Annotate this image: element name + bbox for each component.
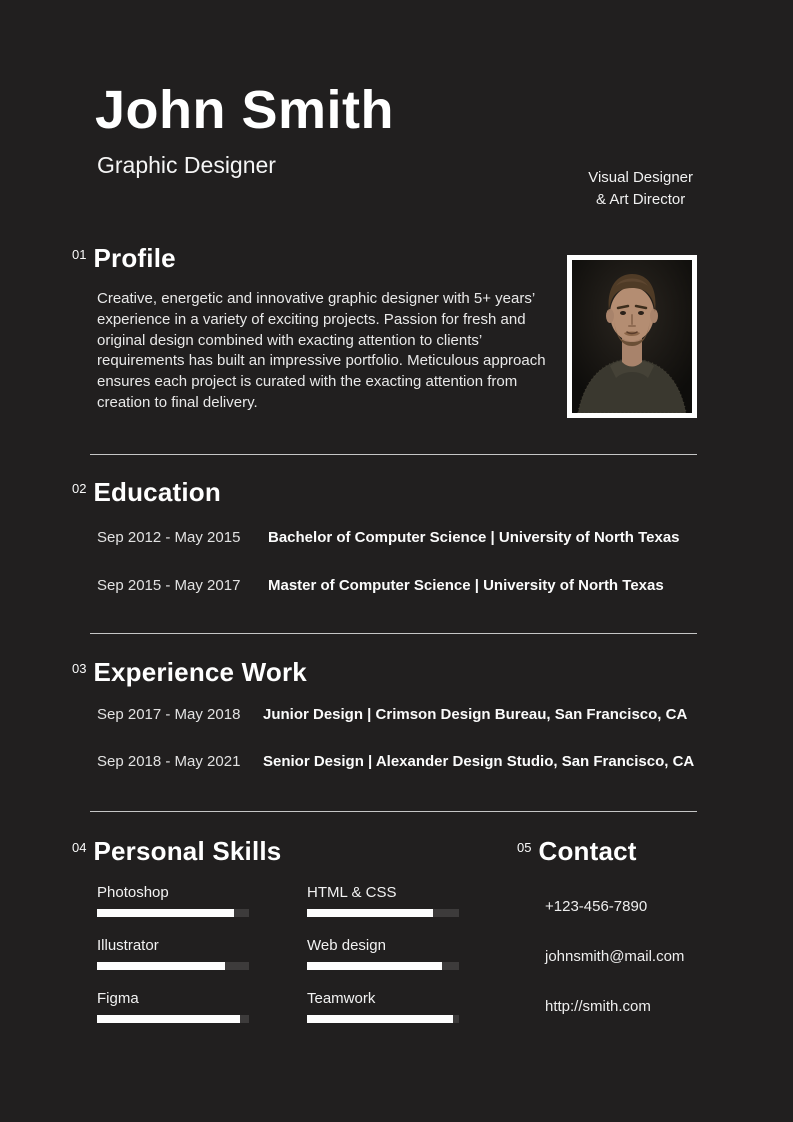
experience-position: Junior Design | Crimson Design Bureau, San Francisco, CA [263,706,688,723]
section-title-skills: Personal Skills [93,836,282,866]
section-divider [90,633,697,634]
skill-label: Web design [307,937,386,954]
skill-bar [307,962,459,970]
skills-column-right [307,884,459,1043]
contact-email: johnsmith@mail.com [545,948,685,965]
education-degree: Bachelor of Computer Science | University of North Texas [268,529,680,546]
education-dates: Sep 2015 - May 2017 [97,577,241,594]
section-heading-experience [72,657,307,688]
section-divider [90,811,697,812]
section-number-education: 02 [72,481,87,496]
contact-phone: +123-456-7890 [545,898,648,915]
education-dates: Sep 2012 - May 2015 [97,529,241,546]
skill-label: HTML & CSS [307,884,397,901]
skill-item [97,884,249,917]
skills-column-left [97,884,249,1043]
skill-bar-fill [97,1015,240,1023]
portrait-illustration [572,260,692,413]
skill-bar [97,909,249,917]
role-line-2: & Art Director [596,190,686,208]
section-number-profile: 01 [72,247,87,262]
section-divider [90,454,697,455]
skill-bar-fill [307,962,442,970]
education-row [97,577,664,595]
skill-label: Teamwork [307,990,376,1007]
skill-bar [307,1015,459,1023]
skill-bar-fill [97,909,234,917]
section-number-contact: 05 [517,840,532,855]
section-heading-education [72,477,221,508]
experience-dates: Sep 2017 - May 2018 [97,706,241,723]
profile-photo [567,255,697,418]
experience-position: Senior Design | Alexander Design Studio, San Francisco, CA [263,753,695,770]
experience-dates: Sep 2018 - May 2021 [97,753,241,770]
profile-summary-text: Creative, energetic and innovative graphic designer with 5+ years’ experience in a variety of exciting projects. Passion for fresh and original design combined with exacting attention to clients’ requirements has built an impressive portfolio. Meticulous approach ensures each project is curated with the exacting attention from creation to final delivery. [97,290,546,411]
contact-list [545,898,684,1048]
section-title-education: Education [93,477,221,507]
skill-label: Photoshop [97,884,169,901]
skill-bar [97,962,249,970]
experience-row [97,706,687,724]
section-heading-contact [517,836,637,867]
contact-website: http://smith.com [545,998,651,1015]
skill-label: Illustrator [97,937,159,954]
skill-item [97,937,249,970]
skill-item [307,990,459,1023]
skill-bar-fill [307,909,433,917]
person-job-title: Graphic Designer [97,152,276,178]
skill-item [97,990,249,1023]
education-row [97,529,680,547]
skill-bar [97,1015,249,1023]
role-line-1: Visual Designer [588,169,693,186]
section-heading-profile [72,243,176,274]
section-title-profile: Profile [93,243,176,273]
experience-row [97,753,694,771]
skill-bar-fill [97,962,225,970]
section-title-contact: Contact [538,836,637,866]
section-number-experience: 03 [72,661,87,676]
skill-bar [307,909,459,917]
skill-label: Figma [97,990,139,1007]
section-heading-skills [72,836,281,867]
role-tagline [588,167,693,210]
skill-bar-fill [307,1015,453,1023]
section-number-skills: 04 [72,840,87,855]
person-name: John Smith [95,80,394,140]
skill-item [307,937,459,970]
education-degree: Master of Computer Science | University of North Texas [268,577,664,594]
section-title-experience: Experience Work [93,657,307,687]
skill-item [307,884,459,917]
